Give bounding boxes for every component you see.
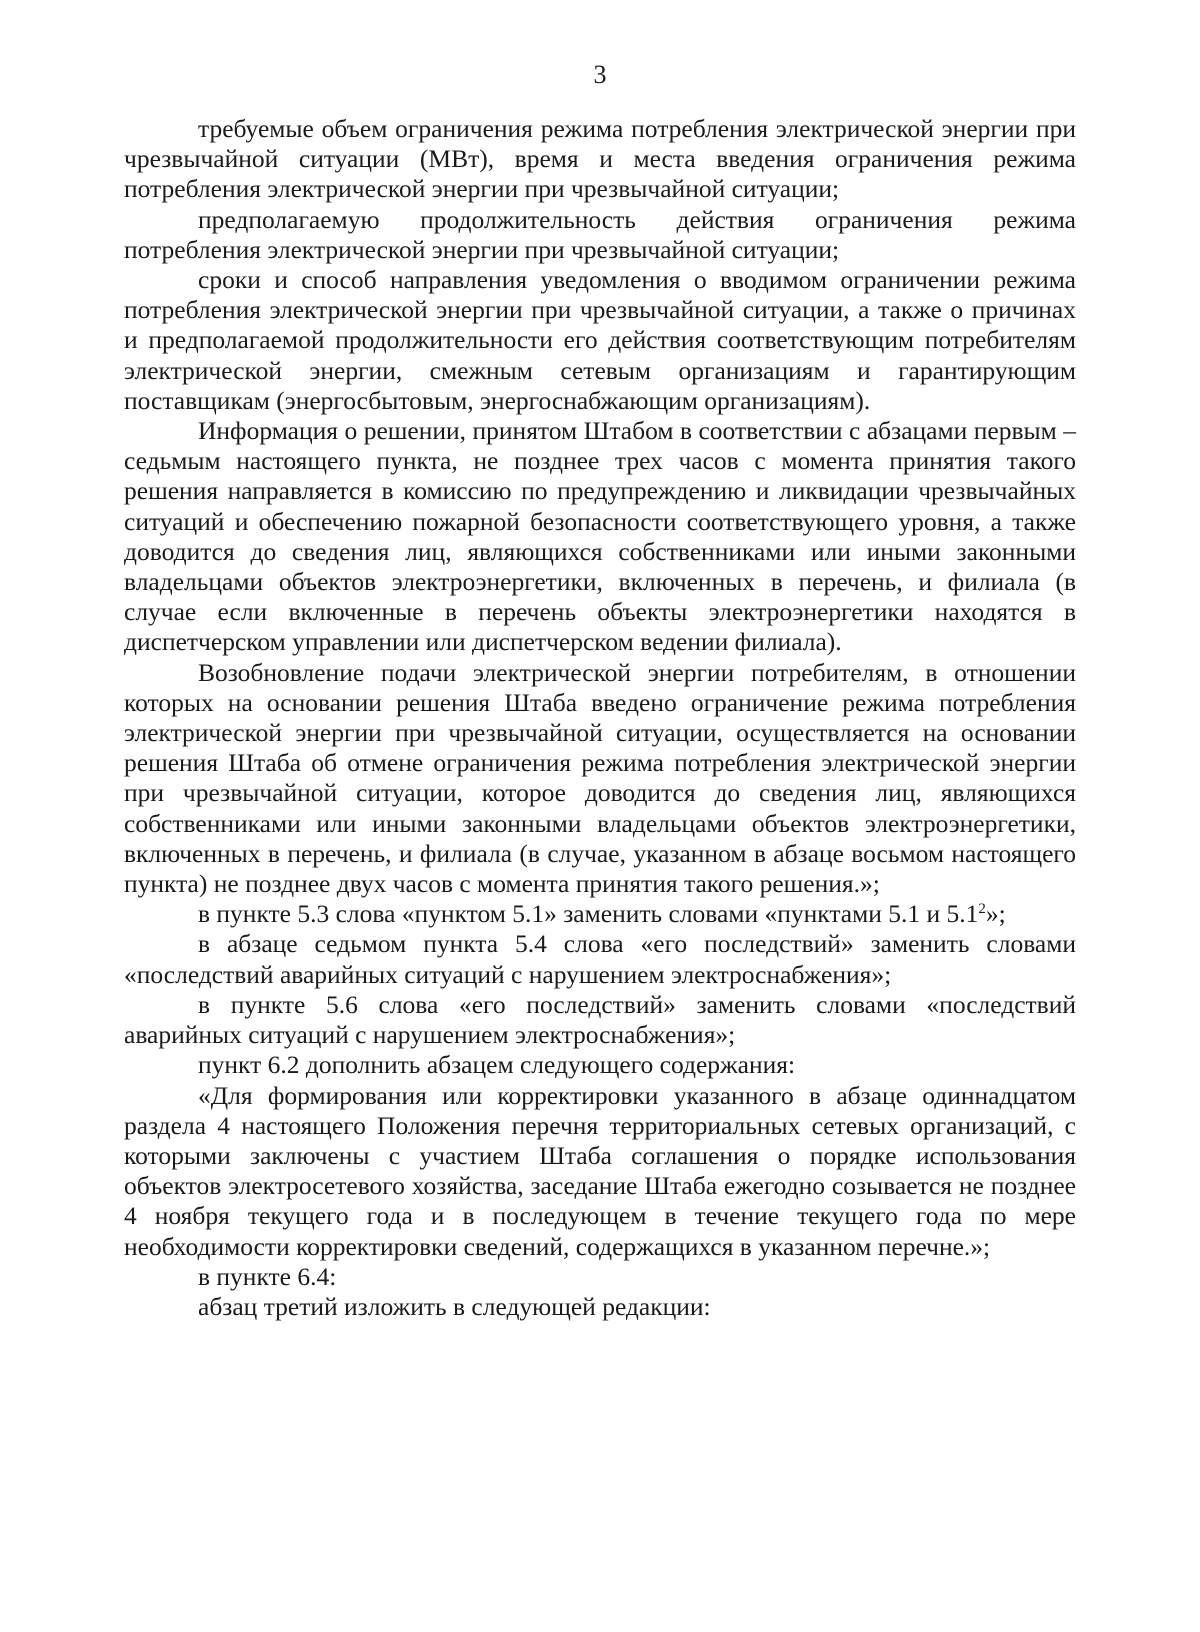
paragraph-supply-resumption: Возобновление подачи электрической энергии потребителям, в отношении которых на основании решения Штаба введено ограничение режима потребления электрической энергии при чрезвычайной ситуации, осуществляется на основании решения Штаба об отмене ограничения режима потребления электрической энергии при чрезвычайной ситуации, которое доводится до сведения лиц, являющихся собственниками или иными законными владельцами объектов электроэнергетики, включенных в перечень, и филиала (в случае, указанном в абзаце восьмом настоящего пункта) не позднее двух часов с момента принятия такого решения.»; (124, 657, 1076, 899)
item-5-3-text: в пункте 5.3 слова «пунктом 5.1» заменить словами «пунктами 5.1 и 5.1 (198, 899, 979, 929)
paragraph-restriction-volume: требуемые объем ограничения режима потребления электрической энергии при чрезвычайной ситуации (МВт), время и места введения ограничения режима потребления электрической энергии при чрезвычайной ситуации; (124, 114, 1076, 204)
paragraph-item-5-3 (124, 899, 1076, 929)
paragraph-notification-terms: сроки и способ направления уведомления о вводимом ограничении режима потребления электрической энергии при чрезвычайной ситуации, а также о причинах и предполагаемой продолжительности его действия соответствующим потребителям электрической энергии, смежным сетевым организациям и гарантирующим поставщикам (энергосбытовым, энергоснабжающим организациям). (124, 265, 1076, 415)
paragraph-item-5-4: в абзаце седьмом пункта 5.4 слова «его последствий» заменить словами «последствий аварийных ситуаций с нарушением электроснабжения»; (124, 929, 1076, 989)
paragraph-decision-information: Информация о решении, принятом Штабом в соответствии с абзацами первым – седьмым настоящего пункта, не позднее трех часов с момента принятия такого решения направляется в комиссию по предупреждению и ликвидации чрезвычайных ситуаций и обеспечению пожарной безопасности соответствующего уровня, а также доводится до сведения лиц, являющихся собственниками или иными законными владельцами объектов электроэнергетики, включенных в перечень, и филиала (в случае если включенные в перечень объекты электроэнергетики находятся в диспетчерском управлении или диспетчерском ведении филиала). (124, 416, 1076, 657)
document-body (124, 114, 1076, 1322)
superscript: 2 (978, 901, 986, 918)
paragraph-restriction-duration: предполагаемую продолжительность действия ограничения режима потребления электрической энергии при чрезвычайной ситуации; (124, 204, 1076, 264)
paragraph-item-6-2: пункт 6.2 дополнить абзацем следующего содержания: (198, 1050, 796, 1080)
paragraph-item-6-4: в пункте 6.4: (198, 1261, 337, 1291)
item-5-3-tail: »; (985, 899, 1006, 929)
paragraph-item-6-2-quote: «Для формирования или корректировки указанного в абзаце одиннадцатом раздела 4 настоящего Положения перечня территориальных сетевых организаций, с которыми заключены с участием Штаба соглашения о порядке использования объектов электросетевого хозяйства, заседание Штаба ежегодно созывается не позднее 4 ноября текущего года и в последующем в течение текущего года по мере необходимости корректировки сведений, содержащихся в указанном перечне.»; (124, 1080, 1076, 1261)
paragraph-third-abzac: абзац третий изложить в следующей редакции: (198, 1291, 711, 1321)
paragraph-item-5-6: в пункте 5.6 слова «его последствий» заменить словами «последствий аварийных ситуаций с нарушением электроснабжения»; (124, 989, 1076, 1050)
page-number: 3 (593, 60, 607, 89)
